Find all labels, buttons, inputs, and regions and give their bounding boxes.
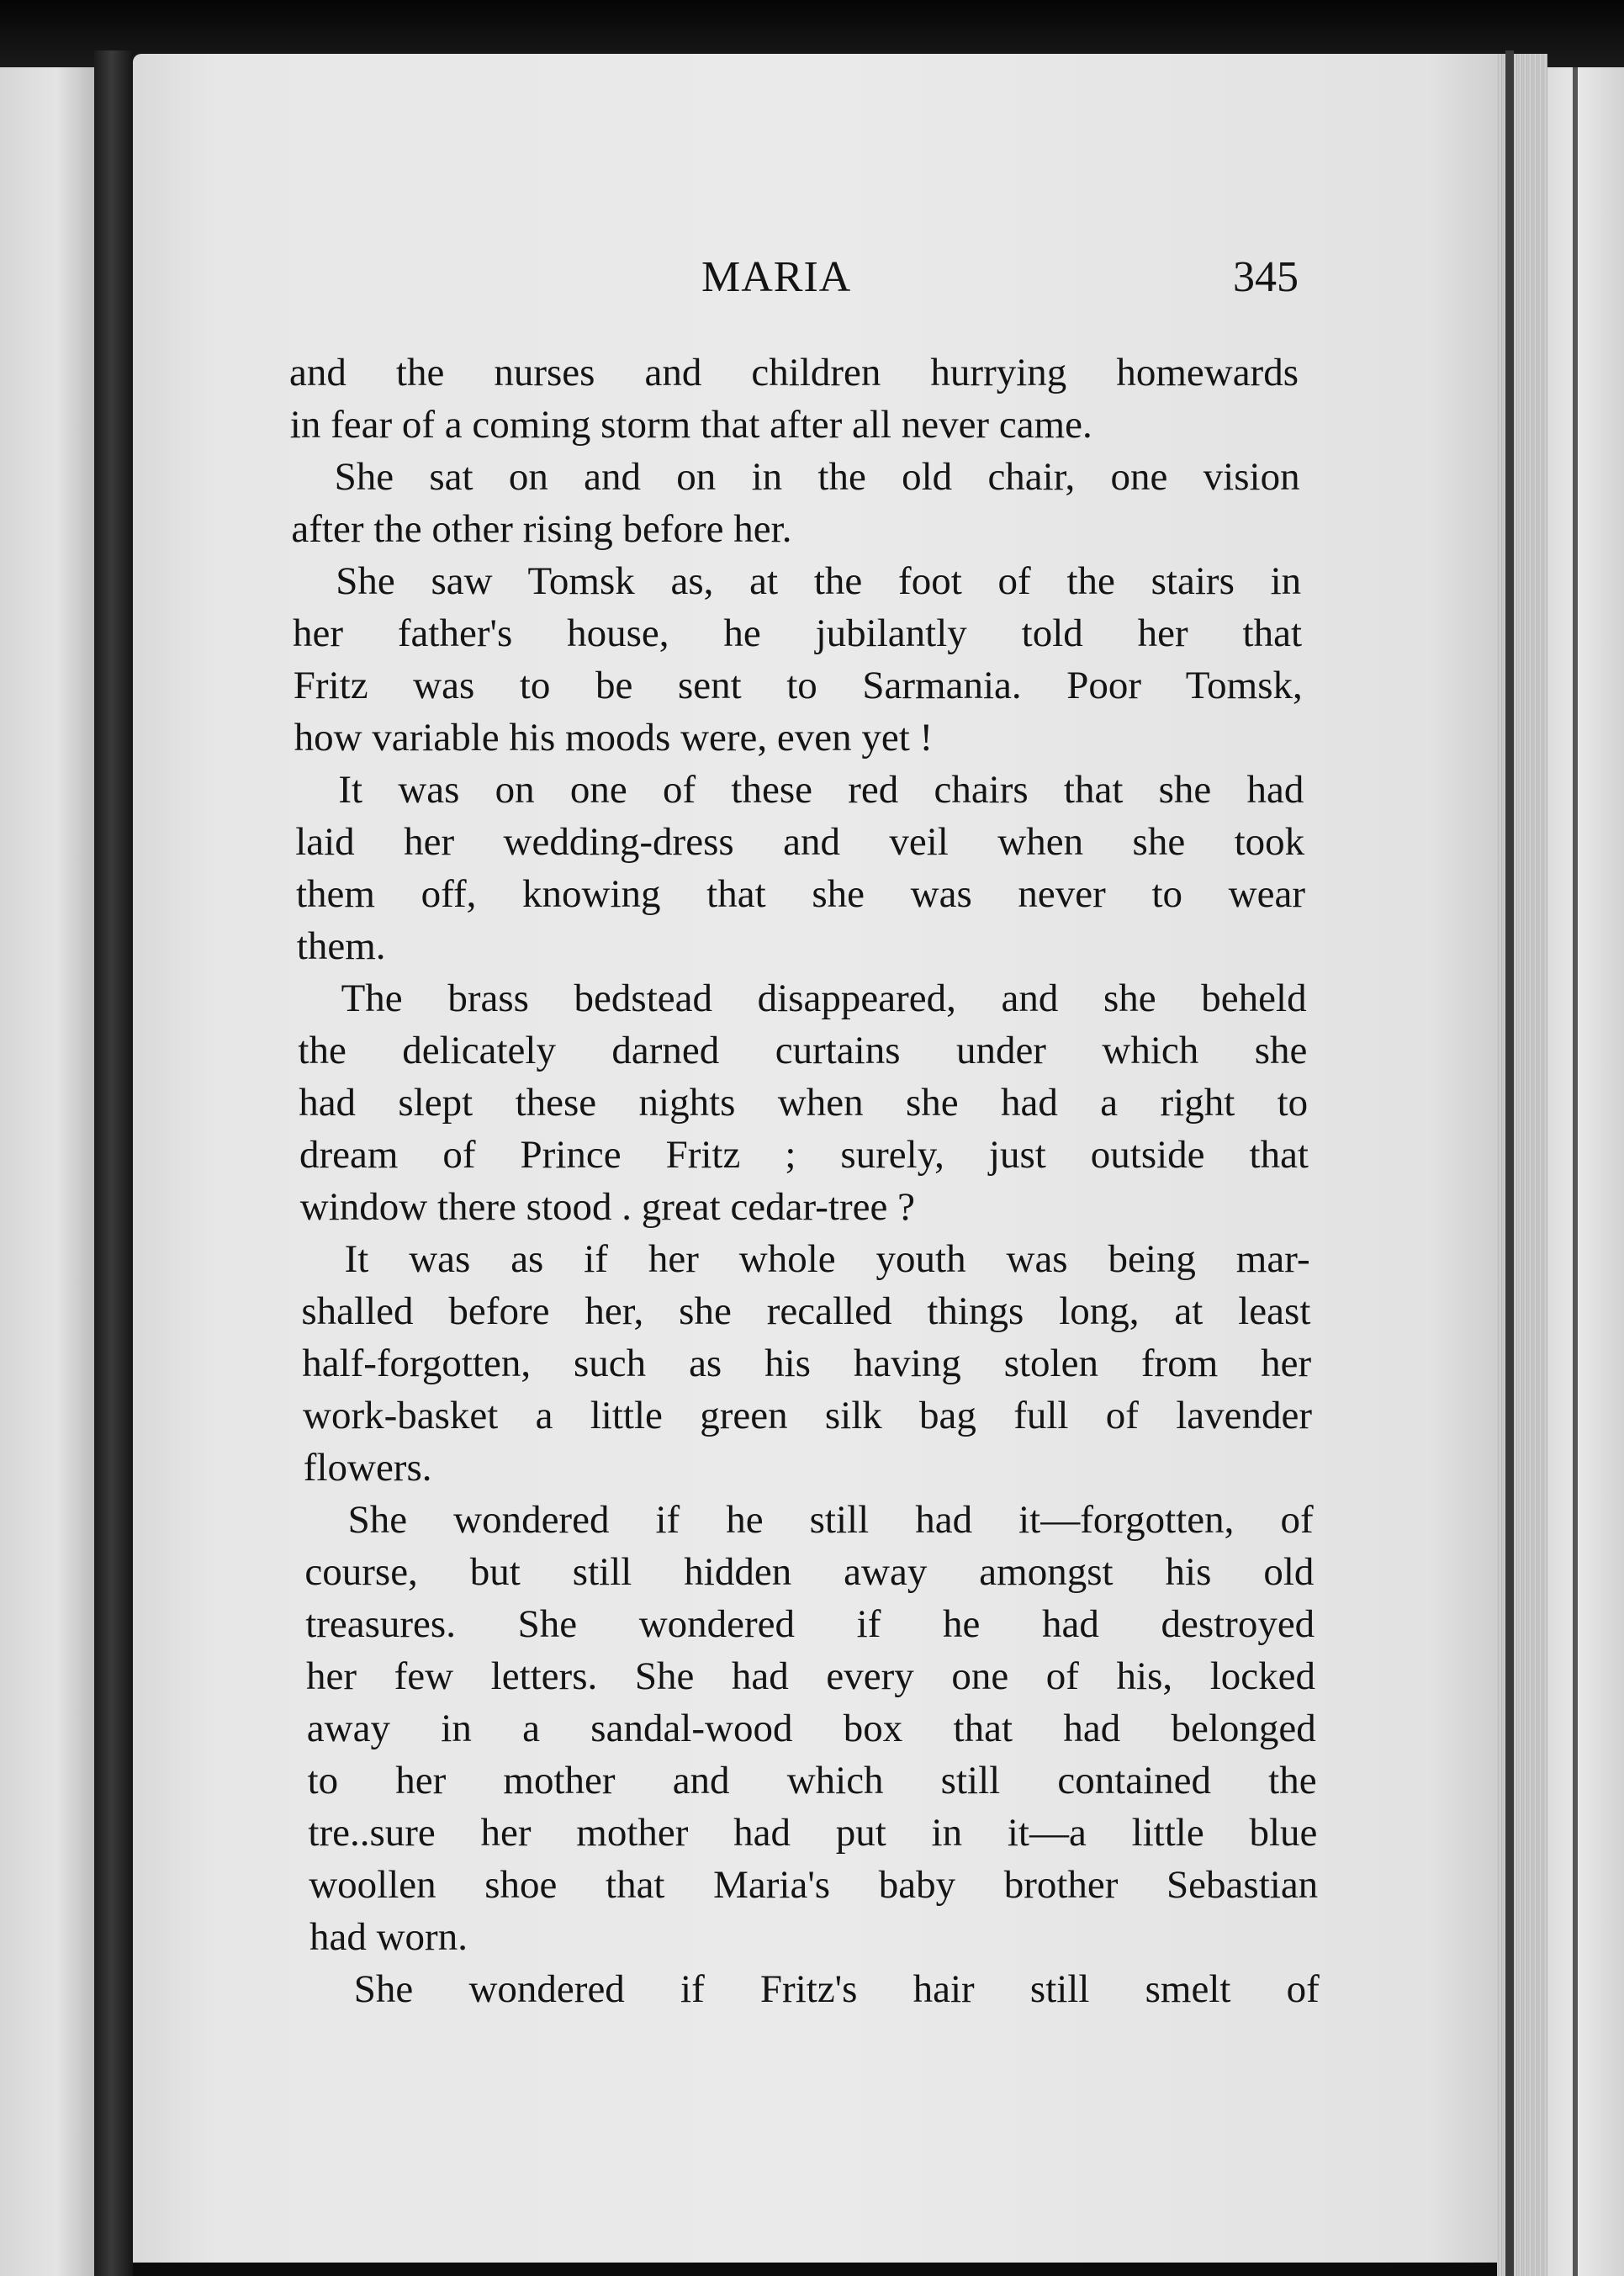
text-line: It was as if her whole youth was being mar- bbox=[344, 1237, 1310, 1281]
facing-page-edge bbox=[0, 67, 94, 2276]
page-header bbox=[289, 252, 1299, 311]
text-line: to her mother and which still contained the bbox=[307, 1759, 1317, 1802]
page-number: 345 bbox=[1233, 253, 1299, 301]
text-line: Fritz was to be sent to Sarmania. Poor Tomsk, bbox=[293, 664, 1303, 707]
text-line: She saw Tomsk as, at the foot of the stairs in bbox=[336, 559, 1302, 603]
text-line: She wondered if he still had it—forgotten, of bbox=[347, 1498, 1314, 1542]
text-line: half-forgotten, such as his having stolen from her bbox=[302, 1342, 1312, 1385]
text-line: her father's house, he jubilantly told her that bbox=[293, 611, 1302, 655]
page-edge-shadow bbox=[1505, 50, 1514, 2276]
text-line: after the other rising before her. bbox=[291, 507, 792, 551]
text-line: had slept these nights when she had a right to bbox=[299, 1081, 1309, 1125]
text-line: them off, knowing that she was never to wear bbox=[296, 872, 1305, 916]
running-title: MARIA bbox=[701, 253, 852, 301]
text-line: in fear of a coming storm that after all never came. bbox=[289, 403, 1092, 447]
text-line: and the nurses and children hurrying homewards bbox=[289, 351, 1299, 394]
binding-gutter bbox=[94, 50, 133, 2276]
text-line: window there stood . great cedar-tree ? bbox=[299, 1185, 915, 1229]
right-scan-line bbox=[1573, 67, 1578, 2276]
text-line: The brass bedstead disappeared, and she beheld bbox=[341, 977, 1307, 1020]
text-line: work-basket a little green silk bag full of lavender bbox=[303, 1394, 1312, 1437]
text-line: the delicately darned curtains under which she bbox=[298, 1029, 1308, 1072]
text-line: them. bbox=[296, 924, 386, 968]
text-line: how variable his moods were, even yet ! bbox=[294, 716, 934, 760]
text-line: away in a sandal-wood box that had belonged bbox=[306, 1707, 1316, 1750]
text-line: had worn. bbox=[309, 1915, 468, 1959]
text-line: her few letters. She had every one of his, locked bbox=[306, 1654, 1315, 1698]
right-scan-margin bbox=[1547, 67, 1624, 2276]
text-line: laid her wedding-dress and veil when she took bbox=[295, 820, 1305, 864]
text-line: She wondered if Fritz's hair still smelt of bbox=[353, 1967, 1320, 2011]
text-line: It was on one of these red chairs that she had bbox=[338, 768, 1304, 812]
text-line: dream of Prince Fritz ; surely, just outside that bbox=[299, 1133, 1309, 1177]
page-edge-stack bbox=[1497, 54, 1547, 2276]
text-line: She sat on and on in the old chair, one vision bbox=[334, 455, 1300, 499]
text-line: course, but still hidden away amongst his old bbox=[304, 1550, 1315, 1594]
text-line: treasures. She wondered if he had destroyed bbox=[305, 1602, 1315, 1646]
text-line: flowers. bbox=[303, 1446, 432, 1490]
text-line: tre..sure her mother had put in it—a little blue bbox=[308, 1811, 1318, 1855]
text-line: shalled before her, she recalled things long, at least bbox=[301, 1289, 1311, 1333]
text-line: woollen shoe that Maria's baby brother Sebastian bbox=[309, 1863, 1319, 1907]
